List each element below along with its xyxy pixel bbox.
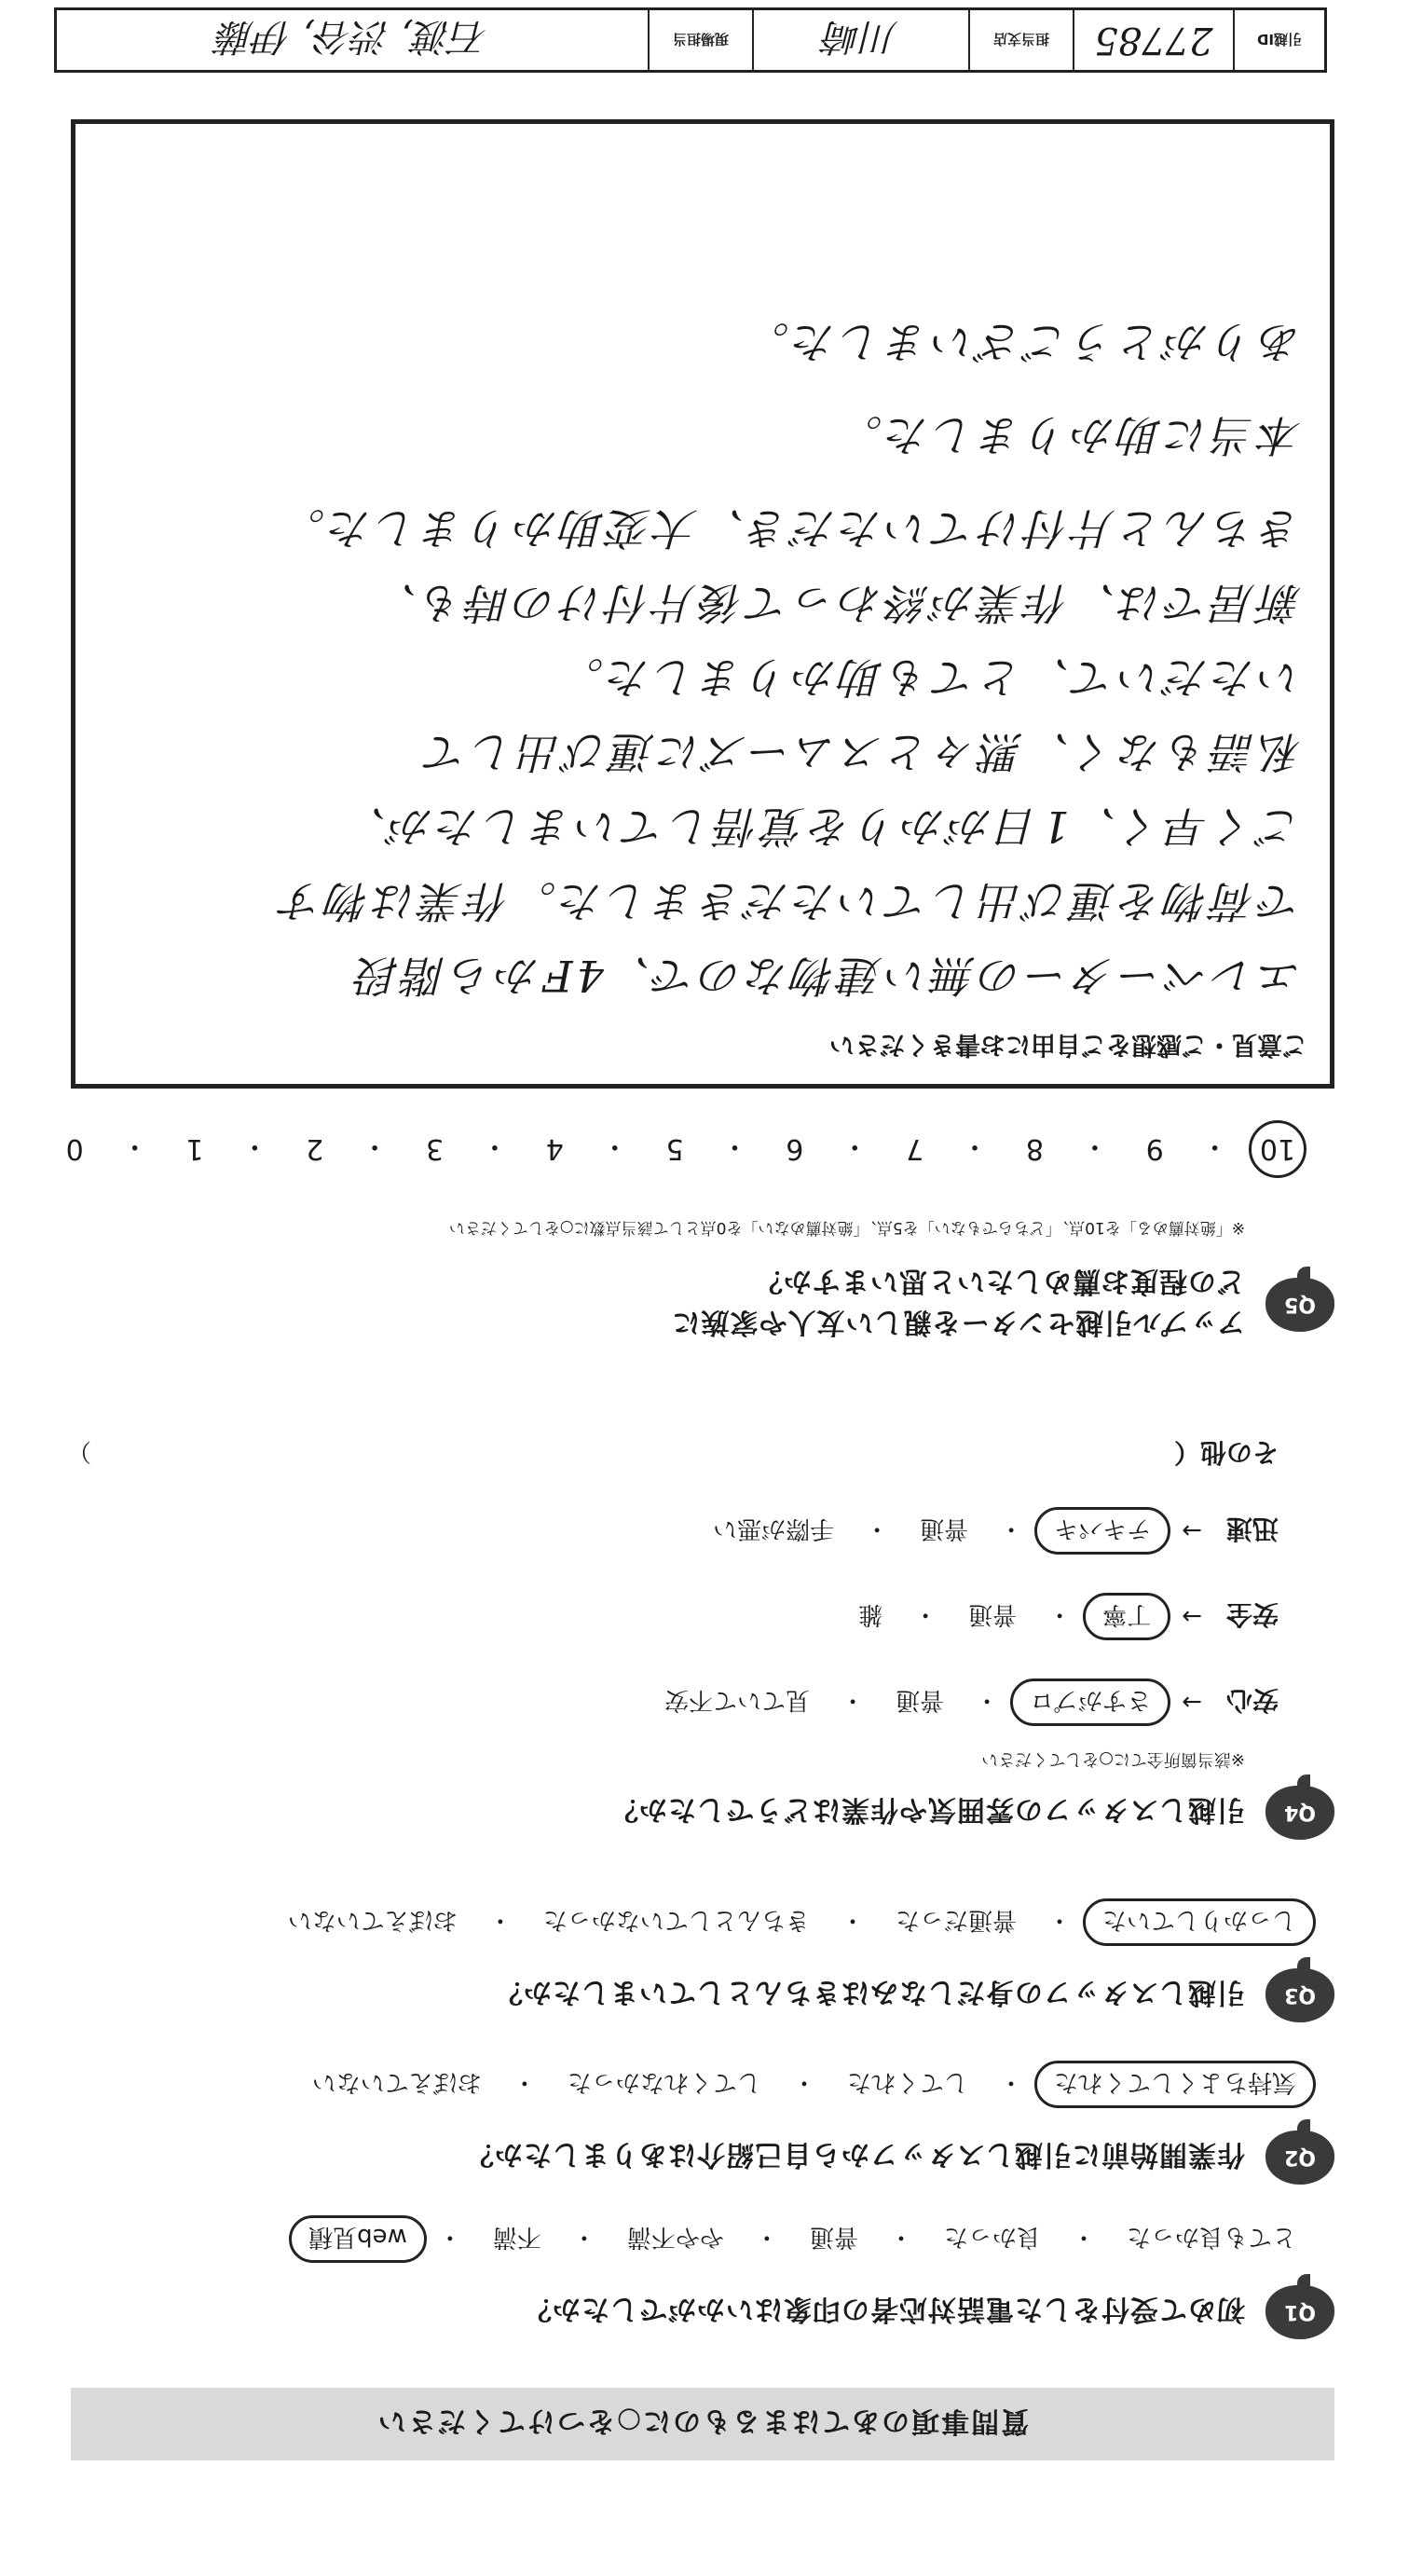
q2-option-selected[interactable]: 気持ちよくしてくれた xyxy=(1034,2061,1316,2108)
q1-option[interactable]: やや不満 xyxy=(626,2223,724,2251)
id-value: 27785 xyxy=(1073,10,1233,70)
q4-option[interactable]: 雑 xyxy=(858,1600,883,1628)
q4-row-anzen: 安全 → 丁寧 ・ 普通 ・ 雑 xyxy=(839,1593,1279,1640)
q4-option[interactable]: 手際が悪い xyxy=(713,1514,835,1542)
instructions-banner: 質問事項のあてはまるものに○をつけてください xyxy=(71,2388,1334,2460)
q3-badge-icon: Q3 xyxy=(1265,1968,1334,2022)
q1-option-selected[interactable]: web見積 xyxy=(289,2215,427,2263)
q4-badge-icon: Q4 xyxy=(1265,1786,1334,1840)
comment-line: きちんと片付けていただき、大変助かりました。 xyxy=(278,503,1302,554)
q5-score[interactable]: 8 xyxy=(1025,1132,1044,1166)
q3-options: しっかりしていた ・ 普通だった ・ きちんとしていなかった ・ おぼえていない xyxy=(268,1898,1316,1946)
arrow-icon: → xyxy=(1182,1516,1202,1545)
q1-option[interactable]: 良かった xyxy=(943,2223,1041,2251)
comment-line: いただいて、とても助かりました。 xyxy=(556,652,1302,703)
staff-value: 石渡, 渋谷, 伊藤 xyxy=(216,15,488,59)
comment-line: 本当に助かりました。 xyxy=(836,410,1302,460)
q4-option-selected[interactable]: テキパキ xyxy=(1034,1507,1170,1555)
q5-score[interactable]: 5 xyxy=(665,1132,684,1166)
q5-score[interactable]: 0 xyxy=(65,1132,84,1166)
comment-line: ごく早く、1日がかりを覚悟していましたが、 xyxy=(339,802,1302,852)
q5-text-line2: どの程度お薦めしたいと思いますか？ xyxy=(754,1265,1245,1297)
q2-option[interactable]: してくれた xyxy=(846,2068,968,2096)
q4-option-selected[interactable]: 丁寧 xyxy=(1083,1593,1170,1640)
q4-row-label: 安全 xyxy=(1225,1599,1279,1631)
q1-option[interactable]: 普通 xyxy=(809,2223,858,2251)
q4-text: 引越しスタッフの雰囲気や作業はどうでしたか？ xyxy=(609,1793,1245,1826)
q4-row-label: 迅速 xyxy=(1225,1514,1279,1545)
comment-line: エレベーターの無い建物なので、4Fから階段 xyxy=(352,951,1302,1001)
q4-other-label: その他（ xyxy=(1173,1437,1279,1468)
q2-option[interactable]: おぼえていない xyxy=(311,2068,482,2096)
comment-line: ありがとうございました。 xyxy=(743,317,1302,367)
q3-heading xyxy=(494,1968,1334,2022)
q2-text: 作業開始前に引越しスタッフから自己紹介はありましたか？ xyxy=(465,2138,1245,2171)
comment-line: で荷物を運び出していただきました。作業は物す xyxy=(277,876,1302,926)
q4-row-label: 安心 xyxy=(1225,1685,1279,1717)
arrow-icon: → xyxy=(1182,1602,1202,1631)
id-label: 引越ID xyxy=(1233,10,1324,70)
q5-score[interactable]: 4 xyxy=(545,1132,564,1166)
q2-heading xyxy=(465,2131,1334,2185)
q5-score[interactable]: 1 xyxy=(185,1132,204,1166)
q5-badge-icon: Q5 xyxy=(1265,1278,1334,1332)
staff-label: 現場担当 xyxy=(648,10,752,70)
q1-badge-icon: Q1 xyxy=(1265,2285,1334,2339)
q3-option[interactable]: 普通だった xyxy=(895,1906,1017,1934)
branch-value: 川崎 xyxy=(752,10,968,70)
q5-score-selected[interactable]: 10 xyxy=(1249,1120,1306,1178)
q1-heading xyxy=(523,2285,1334,2339)
comment-box[interactable] xyxy=(71,119,1334,1089)
q2-options: 気持ちよくしてくれた ・ してくれた ・ してくれなかった ・ おぼえていない xyxy=(293,2061,1316,2108)
q4-option-selected[interactable]: さすがプロ xyxy=(1010,1679,1170,1726)
comment-line: 私語もなく、黙々とスムーズに運び出して xyxy=(421,727,1302,777)
q5-scale: 10 ・ 9 ・ 8 ・ 7 ・ 6 ・ 5 ・ 4 ・ 3 ・ 2 ・ 1 ・ 0 xyxy=(48,1120,1306,1178)
arrow-icon: → xyxy=(1182,1688,1202,1717)
comment-title: ご意見・ご感想をご自由にお書きください xyxy=(829,1030,1307,1059)
q4-row-anshin: 安心 → さすがプロ ・ 普通 ・ 見ていて不安 xyxy=(645,1679,1279,1726)
q5-score[interactable]: 7 xyxy=(906,1132,924,1166)
q1-option[interactable]: 不満 xyxy=(492,2223,541,2251)
q5-score[interactable]: 2 xyxy=(306,1132,324,1166)
branch-label: 担当支店 xyxy=(968,10,1073,70)
q5-text-line1: アップル引越センターを親しい友人や家族に xyxy=(671,1306,1245,1338)
q4-note: ※該当箇所全てに○をしてください xyxy=(981,1749,1245,1769)
q5-heading xyxy=(672,1264,1335,1346)
q5-score[interactable]: 9 xyxy=(1145,1132,1164,1166)
q4-option[interactable]: 普通 xyxy=(968,1600,1018,1628)
q5-score[interactable]: 3 xyxy=(425,1132,445,1166)
q5-note: ※「絶対薦める」を10点、「どちらでもない」を5点、「絶対薦めない」を0点として該当点数に○をしてください xyxy=(448,1218,1245,1237)
q2-option[interactable]: してくれなかった xyxy=(567,2068,761,2096)
q4-heading xyxy=(609,1786,1334,1840)
q4-other xyxy=(67,1435,1279,1473)
q3-option[interactable]: おぼえていない xyxy=(287,1906,458,1934)
q1-options: とても良かった ・ 良かった ・ 普通 ・ やや不満 ・ 不満 ・ web見積 xyxy=(289,2215,1316,2263)
q3-option[interactable]: きちんとしていなかった xyxy=(542,1906,810,1934)
q4-option[interactable]: 普通 xyxy=(896,1686,945,1714)
q5-score[interactable]: 6 xyxy=(786,1132,804,1166)
q4-row-jinsoku: 迅速 → テキパキ ・ 普通 ・ 手際が悪い xyxy=(693,1507,1279,1555)
q1-option[interactable]: とても良かった xyxy=(1126,2223,1296,2251)
q3-text: 引越しスタッフの身だしなみはきちんとしていましたか？ xyxy=(494,1976,1245,2008)
q1-text: 初めて受付をした電話対応者の印象はいかがでしたか？ xyxy=(523,2293,1245,2325)
comment-line: 新居では、作業が終わって後片付けの時も、 xyxy=(370,578,1302,628)
q4-option[interactable]: 普通 xyxy=(920,1514,969,1542)
q3-option-selected[interactable]: しっかりしていた xyxy=(1083,1898,1316,1946)
q2-badge-icon: Q2 xyxy=(1265,2131,1334,2185)
q4-other-close: ） xyxy=(67,1437,92,1466)
header-table xyxy=(54,7,1327,73)
q4-option[interactable]: 見ていて不安 xyxy=(664,1686,811,1714)
